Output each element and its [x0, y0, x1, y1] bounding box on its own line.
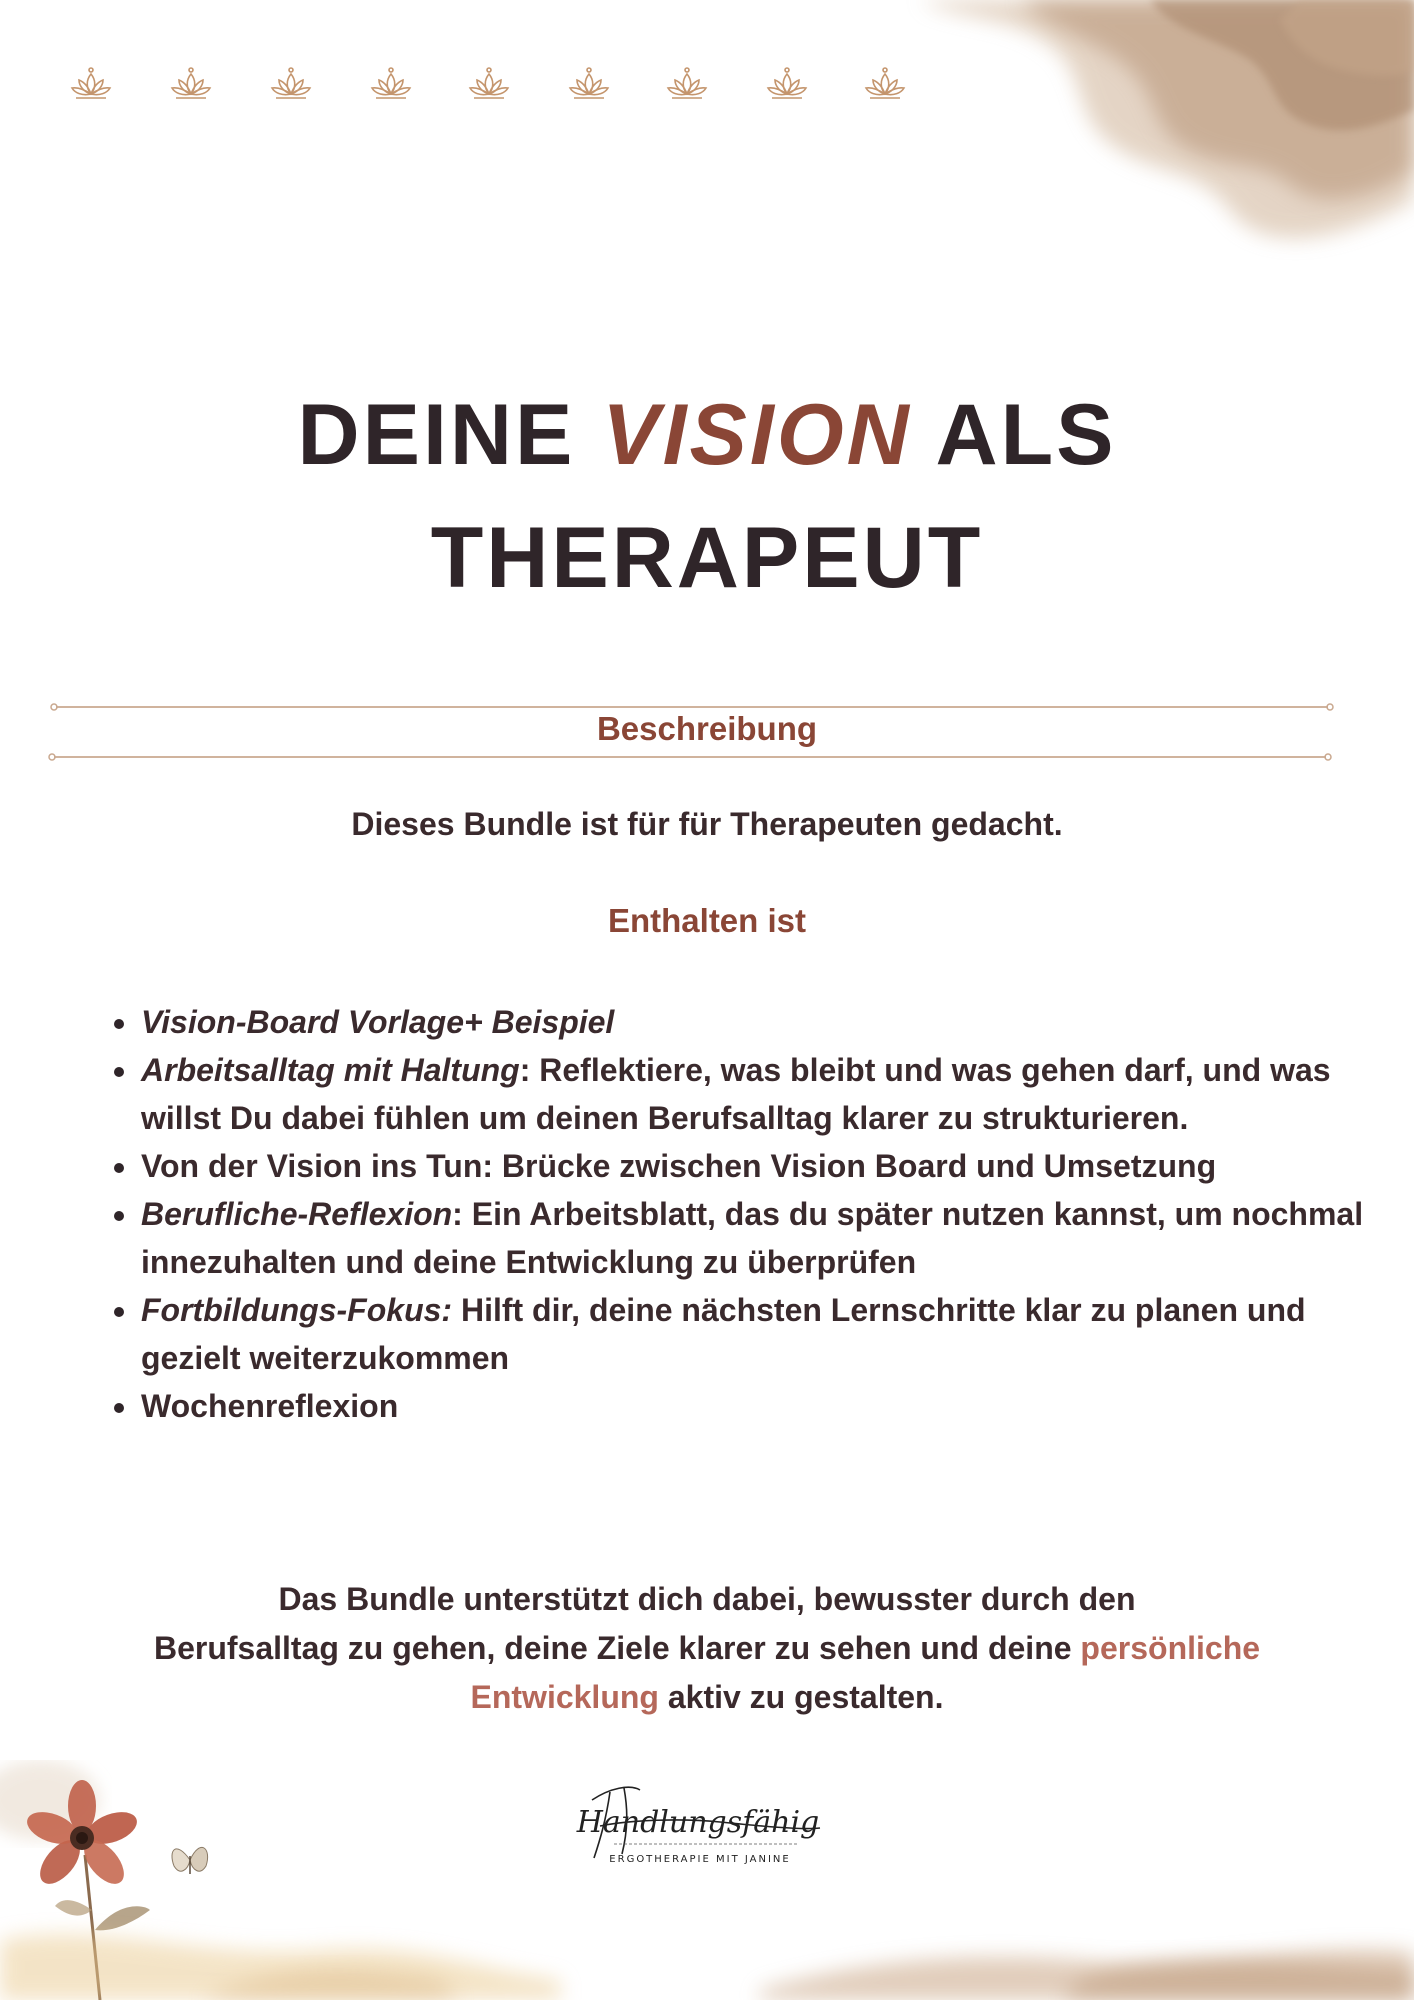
description-text: Dieses Bundle ist für für Therapeuten gedacht.	[351, 806, 1063, 842]
list-item	[140, 1142, 1380, 1190]
list-item	[140, 1286, 1380, 1382]
closing-paragraph	[120, 1575, 1294, 1722]
title-word-deine: DEINE	[297, 387, 603, 483]
butterfly-icon	[172, 1847, 208, 1874]
list-item-text: Hilft dir, deine nächsten Lernschritte klar zu planen und gezielt weiterzukommen	[141, 1292, 1306, 1376]
signature-script: Handlungsfähig	[576, 1805, 820, 1840]
lotus-icon	[70, 66, 112, 106]
lotus-icon	[568, 66, 610, 106]
list-item-text: : Reflektiere, was bleibt und was gehen darf, und was willst Du dabei fühlen um deinen Berufsalltag klarer zu strukturieren.	[141, 1052, 1331, 1136]
signature-logo	[570, 1770, 830, 1880]
watercolor-wash-bottom	[0, 1880, 1414, 2000]
list-item-text: : Ein Arbeitsblatt, das du später nutzen kannst, um nochmal innezuhalten und deine Entwicklung zu überprüfen	[141, 1196, 1364, 1280]
closing-line-2: Berufsalltag zu gehen, deine Ziele klarer zu sehen und deine	[153, 1630, 1081, 1666]
list-item-emphasis: Fortbildungs-Fokus:	[141, 1292, 453, 1328]
section-divider-bottom	[0, 750, 1414, 764]
lotus-icon	[170, 66, 212, 106]
lotus-icon	[270, 66, 312, 106]
list-item	[140, 1190, 1380, 1286]
page-title-line-2: THERAPEUT	[430, 510, 984, 606]
title-word-vision: VISION	[602, 387, 912, 483]
list-item-emphasis: Berufliche-Reflexion	[141, 1196, 453, 1232]
lotus-icon	[468, 66, 510, 106]
lotus-icon	[766, 66, 808, 106]
list-item-emphasis: Arbeitsalltag mit Haltung	[141, 1052, 520, 1088]
contents-list	[100, 998, 1380, 1430]
closing-end: aktiv zu gestalten.	[658, 1679, 944, 1715]
closing-highlight: persönliche Entwicklung	[470, 1630, 1261, 1715]
closing-line-1: Das Bundle unterstützt dich dabei, bewusster durch den	[278, 1581, 1136, 1617]
list-item-text: Von der Vision ins Tun: Brücke zwischen Vision Board und Umsetzung	[141, 1148, 1217, 1184]
watercolor-splash-top-right	[900, 0, 1414, 290]
contents-heading: Enthalten ist	[607, 902, 807, 939]
list-item	[140, 1382, 1380, 1430]
list-item	[140, 1046, 1380, 1142]
title-word-als: ALS	[911, 387, 1117, 483]
list-item-emphasis: Vision-Board Vorlage+ Beispiel	[141, 1004, 615, 1040]
page-title-line-1	[0, 375, 1414, 495]
lotus-icon	[666, 66, 708, 106]
description-heading: Beschreibung	[596, 710, 818, 747]
signature-tagline: ERGOTHERAPIE MIT JANINE	[609, 1854, 791, 1865]
list-item-text: Wochenreflexion	[141, 1388, 399, 1424]
list-item	[140, 998, 1380, 1046]
lotus-icon	[864, 66, 906, 106]
lotus-icon	[370, 66, 412, 106]
